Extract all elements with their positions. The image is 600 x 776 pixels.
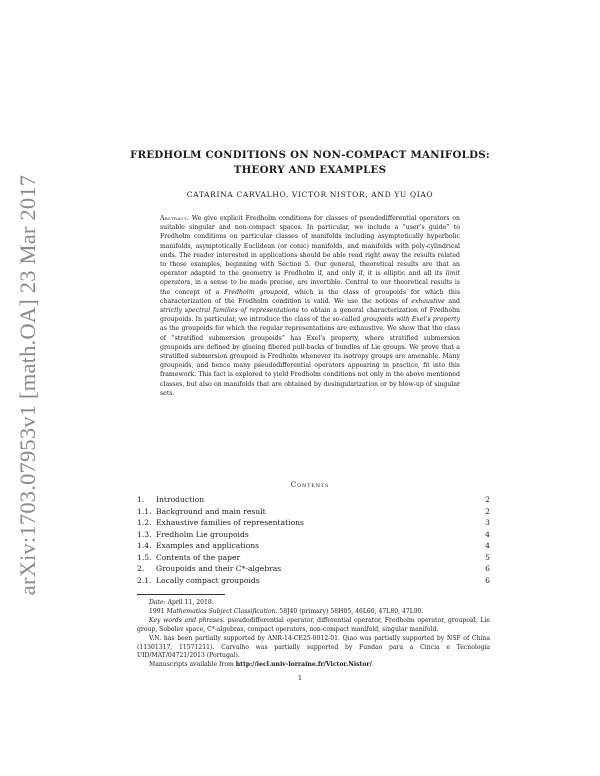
footnote-divider bbox=[137, 594, 225, 595]
title-line-2: THEORY AND EXAMPLES bbox=[233, 164, 387, 176]
toc-entry-number: 1.2. bbox=[137, 518, 152, 528]
toc-entry-title: Background and main result bbox=[156, 506, 266, 516]
arxiv-side-identifier bbox=[8, 150, 48, 620]
toc-entry-page: 5 bbox=[485, 552, 490, 562]
abstract-text-3: , which is the class of groupoids for which this characterization of the Fredholm condition is valid. We use the notions of bbox=[160, 288, 460, 305]
date-value: : April 11, 2018. bbox=[163, 599, 214, 606]
abstract bbox=[160, 214, 460, 398]
toc-entry-title: Locally compact groupoids bbox=[156, 575, 260, 585]
toc-entry[interactable] bbox=[137, 494, 490, 506]
abstract-emph-1: limit operators bbox=[160, 270, 460, 287]
manuscripts-link[interactable]: http://iecl.univ-lorraine.fr/Victor.Nistor/ bbox=[235, 661, 372, 669]
toc-entry-title: Introduction bbox=[156, 495, 205, 505]
toc-entry-number: 1. bbox=[137, 495, 145, 505]
abstract-text-4: and bbox=[444, 297, 460, 305]
authors: CATARINA CARVALHO, VICTOR NISTOR, AND YU QIAO bbox=[186, 190, 434, 199]
manuscripts-text: Manuscripts available from bbox=[149, 661, 236, 669]
toc-entry-title: Examples and applications bbox=[156, 541, 260, 551]
page-number: 1 bbox=[297, 674, 303, 682]
msc-label: Mathematics Subject Classification. bbox=[166, 607, 278, 615]
toc-entry-page: 6 bbox=[485, 575, 490, 585]
keywords-label: Key words and phrases. bbox=[149, 616, 225, 624]
toc-entry[interactable] bbox=[137, 517, 490, 529]
toc-entry-number: 2.1. bbox=[137, 575, 152, 585]
toc-entry-title: Groupoids and their C*-algebras bbox=[156, 564, 282, 574]
date-note bbox=[137, 599, 490, 608]
abstract-emph-2: Fredholm groupoid bbox=[224, 288, 288, 296]
paper-title bbox=[120, 148, 500, 178]
support-note: V.N. has been partially supported by ANR-14-CE25-0012-01. Qiao was partially supported by NSF of China (11301317, 11571211). Carvalho was partially supported by Fundao para a Cincia e Tecnologia UID/MAT/04721/2013 (Portugal). bbox=[137, 634, 490, 660]
toc-entry-page: 6 bbox=[485, 564, 490, 574]
abstract-emph-4: strictly spectral families of representations bbox=[160, 307, 299, 315]
toc-entry[interactable] bbox=[137, 575, 490, 587]
footnotes bbox=[137, 599, 490, 670]
toc-entry-number: 1.3. bbox=[137, 529, 152, 539]
toc-entry[interactable] bbox=[137, 563, 490, 575]
toc-entry-page: 2 bbox=[485, 495, 490, 505]
msc-value: 58J40 (primary) 58H05, 46L60, 47L80, 47L90. bbox=[277, 607, 424, 615]
toc-entry-title: Exhaustive families of representations bbox=[156, 518, 304, 528]
toc-entry[interactable] bbox=[137, 506, 490, 518]
date-label: Date bbox=[149, 599, 164, 606]
title-line-1: FREDHOLM CONDITIONS ON NON-COMPACT MANIFOLDS: bbox=[130, 149, 490, 161]
keywords-value: pseudodifferential operator, differential operator, Fredholm operator, groupoid, Lie group, Sobolev space, C*-algebras, compact operators, non-compact manifold, singular manifold. bbox=[137, 616, 491, 633]
toc-entry-title: Fredholm Lie groupoids bbox=[156, 529, 249, 539]
manuscripts-note bbox=[137, 661, 490, 670]
keywords-note bbox=[137, 617, 490, 635]
toc-entry-page: 4 bbox=[485, 541, 490, 551]
manuscripts-end: . bbox=[371, 661, 374, 669]
toc-entry-number: 2. bbox=[137, 564, 145, 574]
toc-entry-number: 1.5. bbox=[137, 552, 152, 562]
toc-entry-page: 2 bbox=[485, 506, 490, 516]
abstract-emph-3: exhaustive bbox=[411, 297, 445, 305]
msc-year: 1991 bbox=[149, 607, 167, 615]
toc-entry-page: 4 bbox=[485, 529, 490, 539]
abstract-text-1: We give explicit Fredholm conditions for classes of pseudodifferential operators on suitable singular and non-compact spaces. In particular, we include a “user’s guide” to Fredholm conditions on particular classes of manifolds including asymptotically hyperbolic manifolds, asymptotically Euclidean (or conic) manifolds, and manifolds with poly-cylindrical ends. The reader interested in applications should be able read right away the results related to those examples, beginning with Section 5. Our general, theoretical results are that an operator adapted to the geometry is Fredholm if, and only if, it is elliptic and all its bbox=[160, 215, 460, 278]
contents-heading: Contents bbox=[290, 480, 330, 489]
toc-entry-number: 1.1. bbox=[137, 506, 152, 516]
toc-entry[interactable] bbox=[137, 529, 490, 541]
toc-entry-page: 3 bbox=[485, 518, 490, 528]
abstract-text-2: , in a sense to be made precise, are invertible. Central to our theoretical results is the concept of a bbox=[160, 279, 460, 296]
msc-note bbox=[137, 608, 490, 617]
arxiv-id-text: arXiv:1703.07953v1 [math.OA] 23 Mar 2017 bbox=[15, 174, 40, 596]
table-of-contents bbox=[137, 494, 490, 586]
toc-entry[interactable] bbox=[137, 552, 490, 564]
abstract-text-6: as the groupoids for which the regular representations are exhaustive. We show that the class of “stratified submersion groupoids” has Exel’s property, where stratified submersion groupoids are defined by glueing fibered pull-backs of bundles of Lie groups. We prove that a stratified submersion groupoid is Fredholm whenever its isotropy groups are amenable. Many groupoids, and hence many pseudodifferential operators appearing in practice, fit into this framework. This fact is explored to yield Fredholm conditions not only in the above mentioned classes, but also on manifolds that are obtained by desingularization or by blow-up of singular sets. bbox=[160, 325, 460, 397]
abstract-text-5: to obtain a general characterization of Fredholm groupoids. In particular, we introduce the class of the so-called bbox=[160, 307, 461, 324]
toc-entry-title: Contents of the paper bbox=[156, 552, 241, 562]
abstract-emph-5: groupoids with Exel’s property bbox=[362, 316, 461, 324]
toc-entry[interactable] bbox=[137, 540, 490, 552]
abstract-lead: Abstract. bbox=[160, 215, 190, 222]
toc-entry-number: 1.4. bbox=[137, 541, 152, 551]
